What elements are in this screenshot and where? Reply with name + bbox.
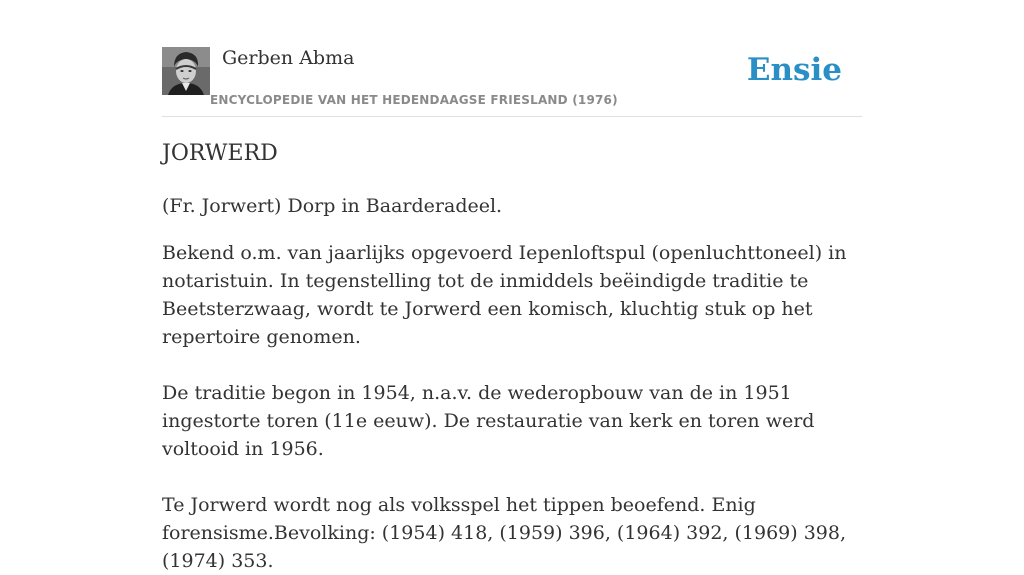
author-avatar[interactable] [162, 47, 210, 95]
article-paragraph: De traditie begon in 1954, n.a.v. de wederopbouw van de in 1951 ingestorte toren (11e eeuw). De restauratie van kerk en toren werd voltooid in 1956. [162, 382, 815, 460]
article-paragraph: Te Jorwerd wordt nog als volksspel het tippen beoefend. Enig forensisme.Bevolking: (1954) 418, (1959) 396, (1964) 392, (1969) 398, (1974) 353. [162, 494, 847, 572]
article-lead: (Fr. Jorwert) Dorp in Baarderadeel. [162, 195, 503, 217]
article-body [162, 138, 872, 575]
source-label[interactable]: ENCYCLOPEDIE VAN HET HEDENDAAGSE FRIESLAND (1976) [210, 93, 618, 107]
article-header [162, 46, 862, 117]
author-portrait-icon [162, 47, 210, 95]
article-title: JORWERD [162, 141, 278, 166]
article-paragraph: Bekend o.m. van jaarlijks opgevoerd Iepenloftspul (openluchttoneel) in notaristuin. In tegenstelling tot de inmiddels beëindigde traditie te Beetsterzwaag, wordt te Jorwerd een komisch, kluchtig stuk op het repertoire genomen. [162, 242, 847, 348]
author-name[interactable]: Gerben Abma [222, 47, 355, 69]
brand-logo[interactable]: Ensie [746, 52, 842, 88]
